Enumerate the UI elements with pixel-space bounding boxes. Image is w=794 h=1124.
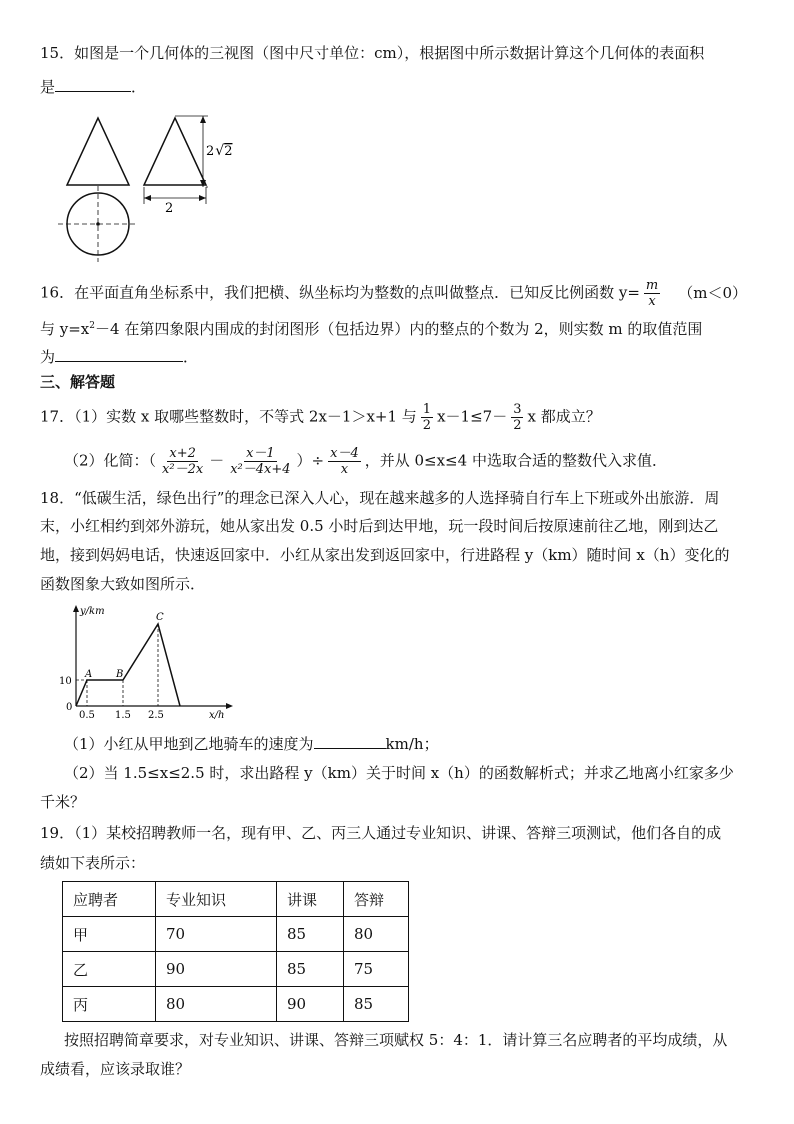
table-cell: 75	[344, 952, 409, 987]
header-cell: 专业知识	[156, 882, 277, 917]
table-cell: 85	[277, 917, 344, 952]
q17-frac-a	[160, 446, 205, 477]
q17-fc-den: x	[340, 462, 349, 477]
side-view-hidden-line	[175, 118, 206, 185]
q16-exponent: 2	[89, 321, 96, 331]
q17-fb-den: x²－4x+4	[230, 462, 291, 477]
q17-frac1-num: 1	[422, 402, 432, 417]
q17-part2	[64, 446, 667, 477]
q16-line2-b: －4 在第四象限内围成的封闭图形（包括边界）内的整点的个数为 2，则实数 m 的取值范围	[95, 320, 703, 338]
point-C-label: C	[156, 612, 164, 623]
y-axis-label: y/km	[80, 606, 105, 617]
point-B-label: B	[116, 669, 124, 680]
table-row	[63, 987, 409, 1022]
q16-suffix: ．	[183, 348, 199, 366]
q17-minus: －	[209, 451, 225, 470]
table-cell: 80	[344, 917, 409, 952]
x-axis-label: x/h	[209, 710, 225, 721]
q16-line2	[40, 316, 702, 339]
table-cell: 85	[344, 987, 409, 1022]
q17-frac1-den: 2	[422, 418, 432, 433]
q16-line3	[40, 346, 198, 367]
front-view-triangle	[67, 118, 129, 185]
q18-sub1-prefix: （1）小红从甲地到乙地骑车的速度为	[64, 735, 314, 753]
q18-line2: 末，小红相约到郊外游玩，她从家出发 0.5 小时后到达甲地，玩一段时间后按原速前往乙地，刚到达乙	[40, 517, 719, 535]
q17-fa-num: x+2	[169, 446, 196, 461]
q16-fraction	[644, 278, 660, 309]
header-cell: 应聘者	[63, 882, 156, 917]
header-cell: 讲课	[277, 882, 344, 917]
q18-line3: 地，接到妈妈电话，快速返回家中．小红从家出发到返回家中，行进路程 y（km）随时间 x（h）变化的	[40, 546, 730, 564]
q19-line2: 绩如下表所示：	[40, 854, 146, 872]
q17-part1	[40, 402, 601, 433]
height-label-coef: 2	[206, 144, 215, 159]
q18-sub2-line1: （2）当 1.5≤x≤2.5 时，求出路程 y（km）关于时间 x（h）的函数解析式；并求乙地离小红家多少	[64, 764, 734, 782]
q16-condition: （m＜0）	[678, 283, 748, 302]
table-cell: 乙	[63, 952, 156, 987]
table-cell: 90	[277, 987, 344, 1022]
q16-line1-text: 16．在平面直角坐标系中，我们把横、纵坐标均为整数的点叫做整点．已知反比例函数 y=	[40, 283, 640, 302]
table-row	[63, 952, 409, 987]
q15-answer-blank	[55, 76, 131, 92]
q17-p1-b: x－1≤7－	[437, 407, 508, 426]
q16-frac-num: m	[645, 278, 659, 293]
y-tick-10: 10	[59, 676, 72, 687]
q18-sub1	[64, 733, 439, 754]
q19-after2: 成绩看，应该录取谁？	[40, 1060, 191, 1078]
q19-after1: 按照招聘简章要求，对专业知识、讲课、答辩三项赋权 5：4：1．请计算三名应聘者的平均成绩，从	[64, 1031, 728, 1049]
q18-line1: 18．“低碳生活，绿色出行”的理念已深入人心，现在越来越多的人选择骑自行车上下班或外出旅游．周	[40, 489, 720, 507]
q18-line4: 函数图象大致如图所示．	[40, 575, 206, 593]
distance-polyline	[76, 624, 180, 706]
q18-sub2-line2: 千米？	[40, 793, 86, 811]
q15-prefix: 是	[40, 78, 56, 96]
x-tick-2.5: 2.5	[148, 710, 164, 721]
q17-frac-c	[328, 446, 361, 477]
q17-frac2-num: 3	[513, 402, 522, 417]
header-cell: 答辩	[344, 882, 409, 917]
table-cell: 甲	[63, 917, 156, 952]
table-cell: 85	[277, 952, 344, 987]
q17-frac-half	[421, 402, 433, 433]
score-table	[62, 881, 409, 1022]
q17-fa-den: x²－2x	[162, 462, 204, 477]
table-cell: 70	[156, 917, 277, 952]
q16-prefix: 为	[40, 348, 56, 366]
q17-p1-c: x 都成立？	[527, 407, 601, 426]
section-heading: 三、解答题	[40, 373, 116, 391]
table-row	[63, 917, 409, 952]
q15-line1: 15．如图是一个几何体的三视图（图中尺寸单位：cm），根据图中所示数据计算这个几何体的表面积	[40, 44, 705, 62]
distance-time-graph	[50, 604, 240, 722]
q17-p1-a: 17．（1）实数 x 取哪些整数时，不等式 2x－1＞x+1 与	[40, 407, 417, 426]
q17-frac-three-halves	[511, 402, 523, 433]
q16-line2-a: 与 y=x	[40, 320, 90, 338]
q15-line2	[40, 76, 146, 97]
table-cell: 90	[156, 952, 277, 987]
q16-answer-blank	[55, 346, 183, 362]
q16-frac-den: x	[648, 294, 656, 309]
x-tick-1.5: 1.5	[115, 710, 131, 721]
origin-label: 0	[66, 702, 73, 713]
table-cell: 80	[156, 987, 277, 1022]
q17-frac2-den: 2	[513, 418, 522, 433]
width-label: 2	[165, 201, 174, 216]
q19-line1: 19．（1）某校招聘教师一名，现有甲、乙、丙三人通过专业知识、讲课、答辩三项测试，他们各自的成	[40, 824, 722, 842]
q18-answer-blank	[314, 733, 386, 749]
q17-p2-c: ，并从 0≤x≤4 中选取合适的整数代入求值．	[364, 451, 667, 470]
q17-p2-b: ）÷	[296, 451, 325, 470]
q17-p2-a: （2）化简：（	[64, 451, 157, 470]
q17-fc-num: x－4	[330, 446, 359, 461]
q15-suffix: ．	[131, 78, 147, 96]
q17-frac-b	[228, 446, 292, 477]
point-A-label: A	[85, 669, 93, 680]
q18-sub1-suffix: km/h；	[385, 735, 439, 753]
height-label: 2√2	[206, 143, 233, 159]
three-view-figure	[30, 108, 250, 268]
q17-fb-num: x－1	[246, 446, 275, 461]
q16-line1	[40, 278, 747, 309]
table-cell: 丙	[63, 987, 156, 1022]
x-tick-0.5: 0.5	[79, 710, 95, 721]
table-header-row	[63, 882, 409, 917]
height-label-rad: 2	[224, 144, 233, 159]
side-view-triangle	[144, 118, 206, 185]
